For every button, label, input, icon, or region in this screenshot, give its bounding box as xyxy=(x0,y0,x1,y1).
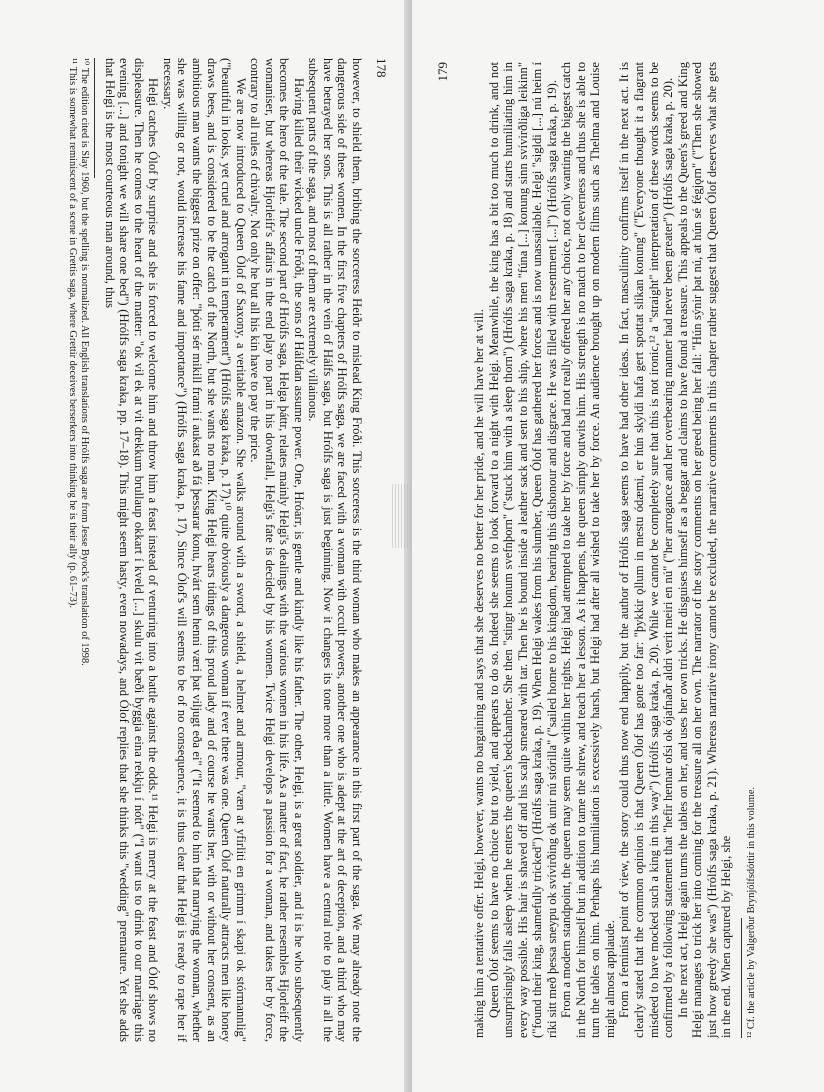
page-number-left: 178 xyxy=(374,58,389,78)
paragraph: From a modern standpoint, the queen may seem quite within her rights. Helgi had attempted to take her by force and had not really offered her any choice, not only wanting the biggest catch in the North for himself but in addition to tame the shrew, and teach her a lesson. As it happens, the queen simply outwits him. His strength is no match to her cleverness and thus she is able to turn the tables on him. Perhaps his humiliation is excessively harsh, but Helgi had after all wished to take her by force. An audience brought up on modern films such as Thelma and Louise might almost applaude. xyxy=(559,62,617,1038)
footnote: ¹¹ This is somewhat reminiscent of a scene in Grettis saga, where Grettir deceives berserkers into thinking he is their ally (p. 61–73). xyxy=(67,58,79,608)
paragraph: Helgi catches Ólof by surprise and she is forced to welcome him and throw him a feast instead of venturing into a battle against the odds.¹¹ Helgi is merry at the feast and Ólof shows no displeasure. Then he comes to the heart of the matter: "ok vil ek at vit drekkum brullaup okkart í kveld [...] skulu vit bæði byggja eina rekkju í nótt" ("I want us to drink to our marriage this evening [...] and tonight we will share one bed") (Hrólfs saga kraka, pp. 17–18). This might seem hasty, even nowadays, and Ólof replies that she thinks this "wedding" premature. Yet she adds that Helgi is the most courteous man around, thus xyxy=(102,58,161,1042)
paragraph: Queen Ólof seems to have no choice but to yield, and appears to do so. Indeed she seems to look forward to a night with Helgi. Meanwhile, the king has a bit too much to drink, and not unsurprisingly falls asleep when he enters the queen's bedchamber. She then "stingr honum svefnþorn" ("stuck him with a sleep thorn") (Hrólfs saga kraka, p. 18) and starts humiliating him in every way possible. His hair is shaved off and his scalp smeared with tar. Then he is bound inside a leather sack and sent to his ship, where his men "fúna [...] konung sinn svívirðliga leikinn" ("found their king, shamefully tricked") (Hrólfs saga kraka, p. 19). When Helgi wakes from his slumber, Queen Ólof has gathered her forces and is now unassailable. Helgi "sigldi [...] nú heim í ríki sitt með þessa sneypu ok svívirðing ok unir nú stórilla" ("sailed home to his kingdom, bearing this dishonour and disgrace. He was filled with resentment [...]") (Hrólfs saga kraka, p. 19). xyxy=(486,62,559,1038)
right-page-content xyxy=(412,0,824,1092)
footnote-separator xyxy=(741,918,742,1038)
paragraph: We are now introduced to Queen Ólof of Saxony, a veritable amazon. She walks around with a sword, a shield, a helmet and armour, "væn at yfirliti en grimm í skapi ok stórmannlig" ("beautiful in looks, yet cruel and arrogant in temperament") (Hrólfs saga kraka, p. 17),¹⁰ quite obviously a dangerous woman if ever there was one. Queen Ólof naturally attracts men like honey draws bees, and is considered to be the catch of the North, but she wants no man. King Helgi hears tidings of this proud lady and of course he wants her, with or without her consent, as an ambitious man wants the biggest prize on offer: "þótti sér mikill frami í aukast að fá þessarar konu, hvárt sem henni væri þat viljugt eða ei" ("It seemed to him that marrying the woman, whether she was willing or not, would increase his fame and importance") (Hrólfs saga kraka, p. 17). Since Ólof's will seems to be of no consequence, it is thus clear that Helgi is ready to rape her if necessary. xyxy=(160,58,248,1042)
paragraph: making him a tentative offer. Helgi, however, wants no bargaining and says that she deserves no better for her pride, and he will have her at will. xyxy=(472,309,486,1038)
paragraph: From a feminist point of view, the story could thus now end happily, but the author of Hrólfs saga seems to have had other ideas. In fact, masculinity confirms itself in the next act. It is clearly stated that the common opinion is that Queen Ólof has gone too far: "þykkir ǫllum in mestu ódæmi, er hún skyldi hafa gert spottat slíkan konung" ("Everyone thought it a flagrant misdeed to have mocked such a king in this way") (Hrólfs saga kraka, p. 20). While we cannot be completely sure that this is not ironic,¹² a "straight" interpretation of these words seems to be confirmed by a following statement that "hefir hennar ofsi ok ójafnaðr aldri verit meiri en nú" ("her arrogance and her overbearing manner had never been greater") (Hrólfs saga kraka, p. 20). xyxy=(617,62,676,1038)
page-number-right: 179 xyxy=(435,62,450,82)
paragraph: however, to shield them, bribing the sorceress Heiðr to mislead King Fróði. This sorceress is the third woman who makes an appearance in this first part of the saga. We may already note the dangerous side of these women. In the first five chapters of Hrólfs saga, we are faced with a woman with occult powers, another one who is adept at the art of deception, and a third who may have betrayed her sons. This is all rather in the vein of Hálfs saga, but Hrólfs saga is just beginning. Now it changes its tone more than a little. Women have a central role to play in all the subsequent parts of the saga, and most of them are extremely villainous. xyxy=(306,58,364,1042)
footnote-separator xyxy=(94,58,95,178)
right-page xyxy=(412,0,824,1092)
paragraph: Having killed their wicked uncle Fróði, the sons of Hálfdan assume power. One, Hróarr, is gentle and kindly like his father. The other, Helgi, is a great soldier, and it is he who subsequently becomes the hero of the tale. The second part of Hrólfs saga, Helga þáttr, relates mainly Helgi's dealings with the various women in his life. As a matter of fact, he rather resembles Hjorleifr the womaniser, but whereas Hjorleifr's affairs in the end play no part in his downfall, Helgi's fate is decided by his women. Twice Helgi develops a passion for a woman, and takes her by force, contrary to all rules of chivalry. Not only he but all his kin have to pay the price. xyxy=(248,58,306,1042)
footnote: ¹⁰ The edition cited is Slay 1960, but the spelling is normalized. All English translations of Hrólfs saga are from Jesse Byock's translation of 1998. xyxy=(79,58,91,666)
paragraph: In the next act, Helgi again turns the tables on her, and uses her own tricks. He disguises himself as a beggar and claims to have found a treasure. This appeals to the Queen's greed and King Helgi manages to trick her into coming for the treasure all on her own. The narrator of the story comments on her greed being her fall: "Hún sýnir þat nú, at hún sé fégjǫrn" ("Then she showed just how greedy she was") (Hrólfs saga kraka, p. 21). Whereas narrative irony cannot be excluded, the narrative comments in this chapter rather suggest that Queen Ólof deserves what she gets in the end. When captured by Helgi, she xyxy=(675,62,734,1038)
footnote: ¹² Cf. the article by Valgerður Brynjólfsdóttir in this volume. xyxy=(745,786,757,1038)
